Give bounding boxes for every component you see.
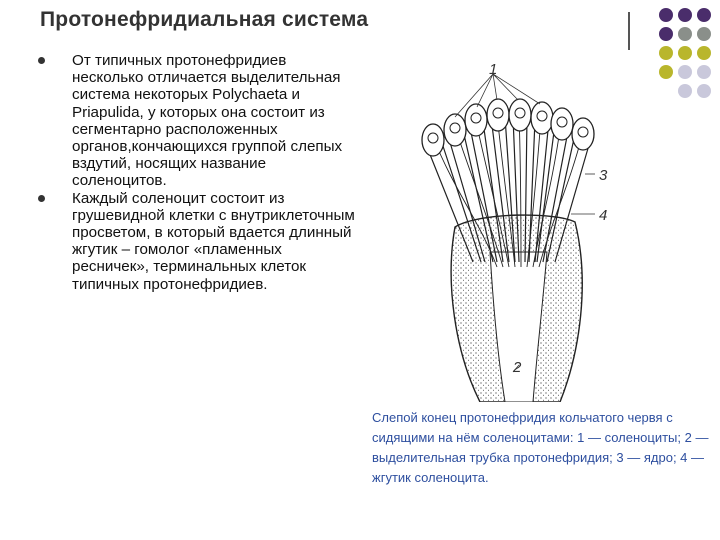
decor-dot [678, 65, 692, 79]
title-divider [628, 12, 630, 50]
decor-dot [697, 8, 711, 22]
bullet-text: От типичных протонефридиев несколько отличается выделительная система некоторых Polychaeta и Priapulida, у которых она состоит из сегментарно расположенных органов,кончающихся группой слепых вздутий, носящих название соленоцитов. [72, 52, 343, 190]
decor-dot [659, 65, 673, 79]
decorative-dots [640, 8, 713, 100]
decor-dot [640, 46, 654, 60]
decor-dot [697, 27, 711, 41]
bullet-item [38, 190, 358, 293]
bullet-dot-icon [38, 57, 45, 64]
decor-dot [659, 46, 673, 60]
slide-title: Протонефридиальная система [40, 8, 369, 31]
decor-dot [678, 46, 692, 60]
decor-dot [678, 8, 692, 22]
solenocyte-illustration [385, 62, 625, 402]
decor-dot [659, 84, 673, 98]
bullet-list [38, 52, 358, 293]
bullet-dot-icon [38, 195, 45, 202]
bullet-item [38, 52, 358, 190]
decor-dot [640, 84, 654, 98]
decor-dot [640, 27, 654, 41]
figure-label-2: 2 [513, 359, 522, 376]
decor-dot [678, 84, 692, 98]
decor-dot [697, 46, 711, 60]
decor-dot [697, 65, 711, 79]
decor-dot [678, 27, 692, 41]
decor-dot [640, 8, 654, 22]
bullet-text: Каждый соленоцит состоит из грушевидной клетки с внутриклеточным просветом, в который вдается длинный жгутик – гомолог «пламенных ресничек», терминальных клеток типичных протонефридиев. [72, 189, 355, 293]
decor-dot [697, 84, 711, 98]
decor-dot [640, 65, 654, 79]
figure-label-3: 3 [599, 167, 608, 184]
solenocyte-cells [422, 99, 594, 156]
decor-dot [659, 27, 673, 41]
figure-label-4: 4 [599, 207, 608, 224]
decor-dot [659, 8, 673, 22]
figure-caption: Слепой конец протонефридия кольчатого червя с сидящими на нём соленоцитами: 1 — соленоциты; 2 — выделительная трубка протонефридия; 3 — ядро; 4 — жгутик соленоцита. [372, 410, 709, 485]
figure-label-1: 1 [489, 62, 498, 78]
